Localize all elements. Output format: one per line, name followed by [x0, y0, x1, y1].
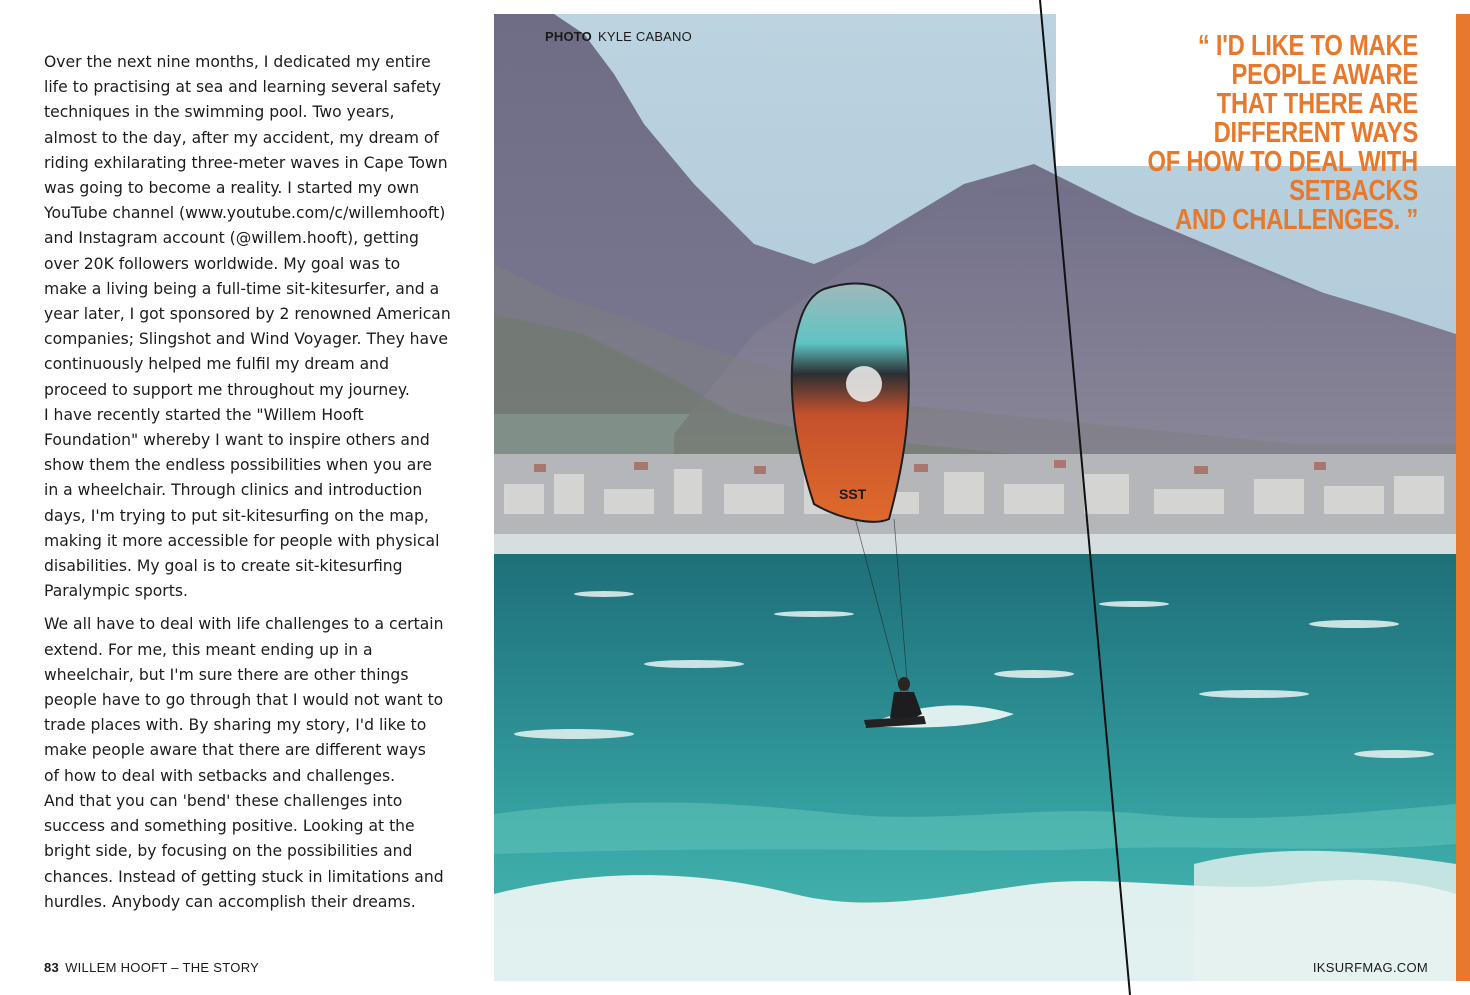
site-url: IKSURFMAG.COM [1312, 960, 1428, 975]
article-body [44, 50, 476, 923]
accent-bar [1456, 14, 1470, 981]
page-number: 83 [44, 960, 60, 975]
page-footer [44, 960, 259, 975]
pull-quote [1106, 32, 1418, 235]
pull-quote-text: “ I'D LIKE TO MAKE PEOPLE AWARE THAT THERE ARE DIFFERENT WAYS OF HOW TO DEAL WITH SETBACKS AND CHALLENGES. ” [1147, 30, 1418, 236]
photo-credit-name: KYLE CABANO [598, 29, 692, 44]
kite-brand-text: SST [839, 486, 867, 502]
photo-credit-label: PHOTO [545, 29, 592, 44]
pull-quote-box [1056, 14, 1456, 236]
photo-credit [545, 29, 692, 44]
article-paragraph-1: Over the next nine months, I dedicated my entire life to practising at sea and learning several safety techniques in the swimming pool. Two years, almost to the day, after my accident, my dream of riding exhilarating three-meter waves in Cape Town was going to become a reality. I started my own YouTube channel (www.youtube.com/c/willemhooft) and Instagram account (@willem.hooft), getting over 20K followers worldwide. My goal was to make a living being a full-time sit-kitesurfer, and a year later, I got sponsored by 2 renowned American companies; Slingshot and Wind Voyager. They have continuously helped me fulfil my dream and proceed to support me throughout my journey. I have recently started the "Willem Hooft Foundation" whereby I want to inspire others and show them the endless possibilities when you are in a wheelchair. Through clinics and introduction days, I'm trying to put sit-kitesurfing on the map, making it more accessible for people with physical disabilities. My goal is to create sit-kitesurfing Paralympic sports. [44, 53, 451, 601]
section-title: WILLEM HOOFT – THE STORY [65, 960, 260, 975]
article-paragraph-2: We all have to deal with life challenges to a certain extend. For me, this meant ending up in a wheelchair, but I'm sure there are other things people have to go through that I would not want to trade places with. By sharing my story, I'd like to make people aware that there are different ways of how to deal with setbacks and challenges. And that you can 'bend' these challenges into success and something positive. Looking at the bright side, by focusing on the possibilities and chances. Instead of getting stuck in limitations and hurdles. Anybody can accomplish their dreams. [44, 615, 444, 911]
